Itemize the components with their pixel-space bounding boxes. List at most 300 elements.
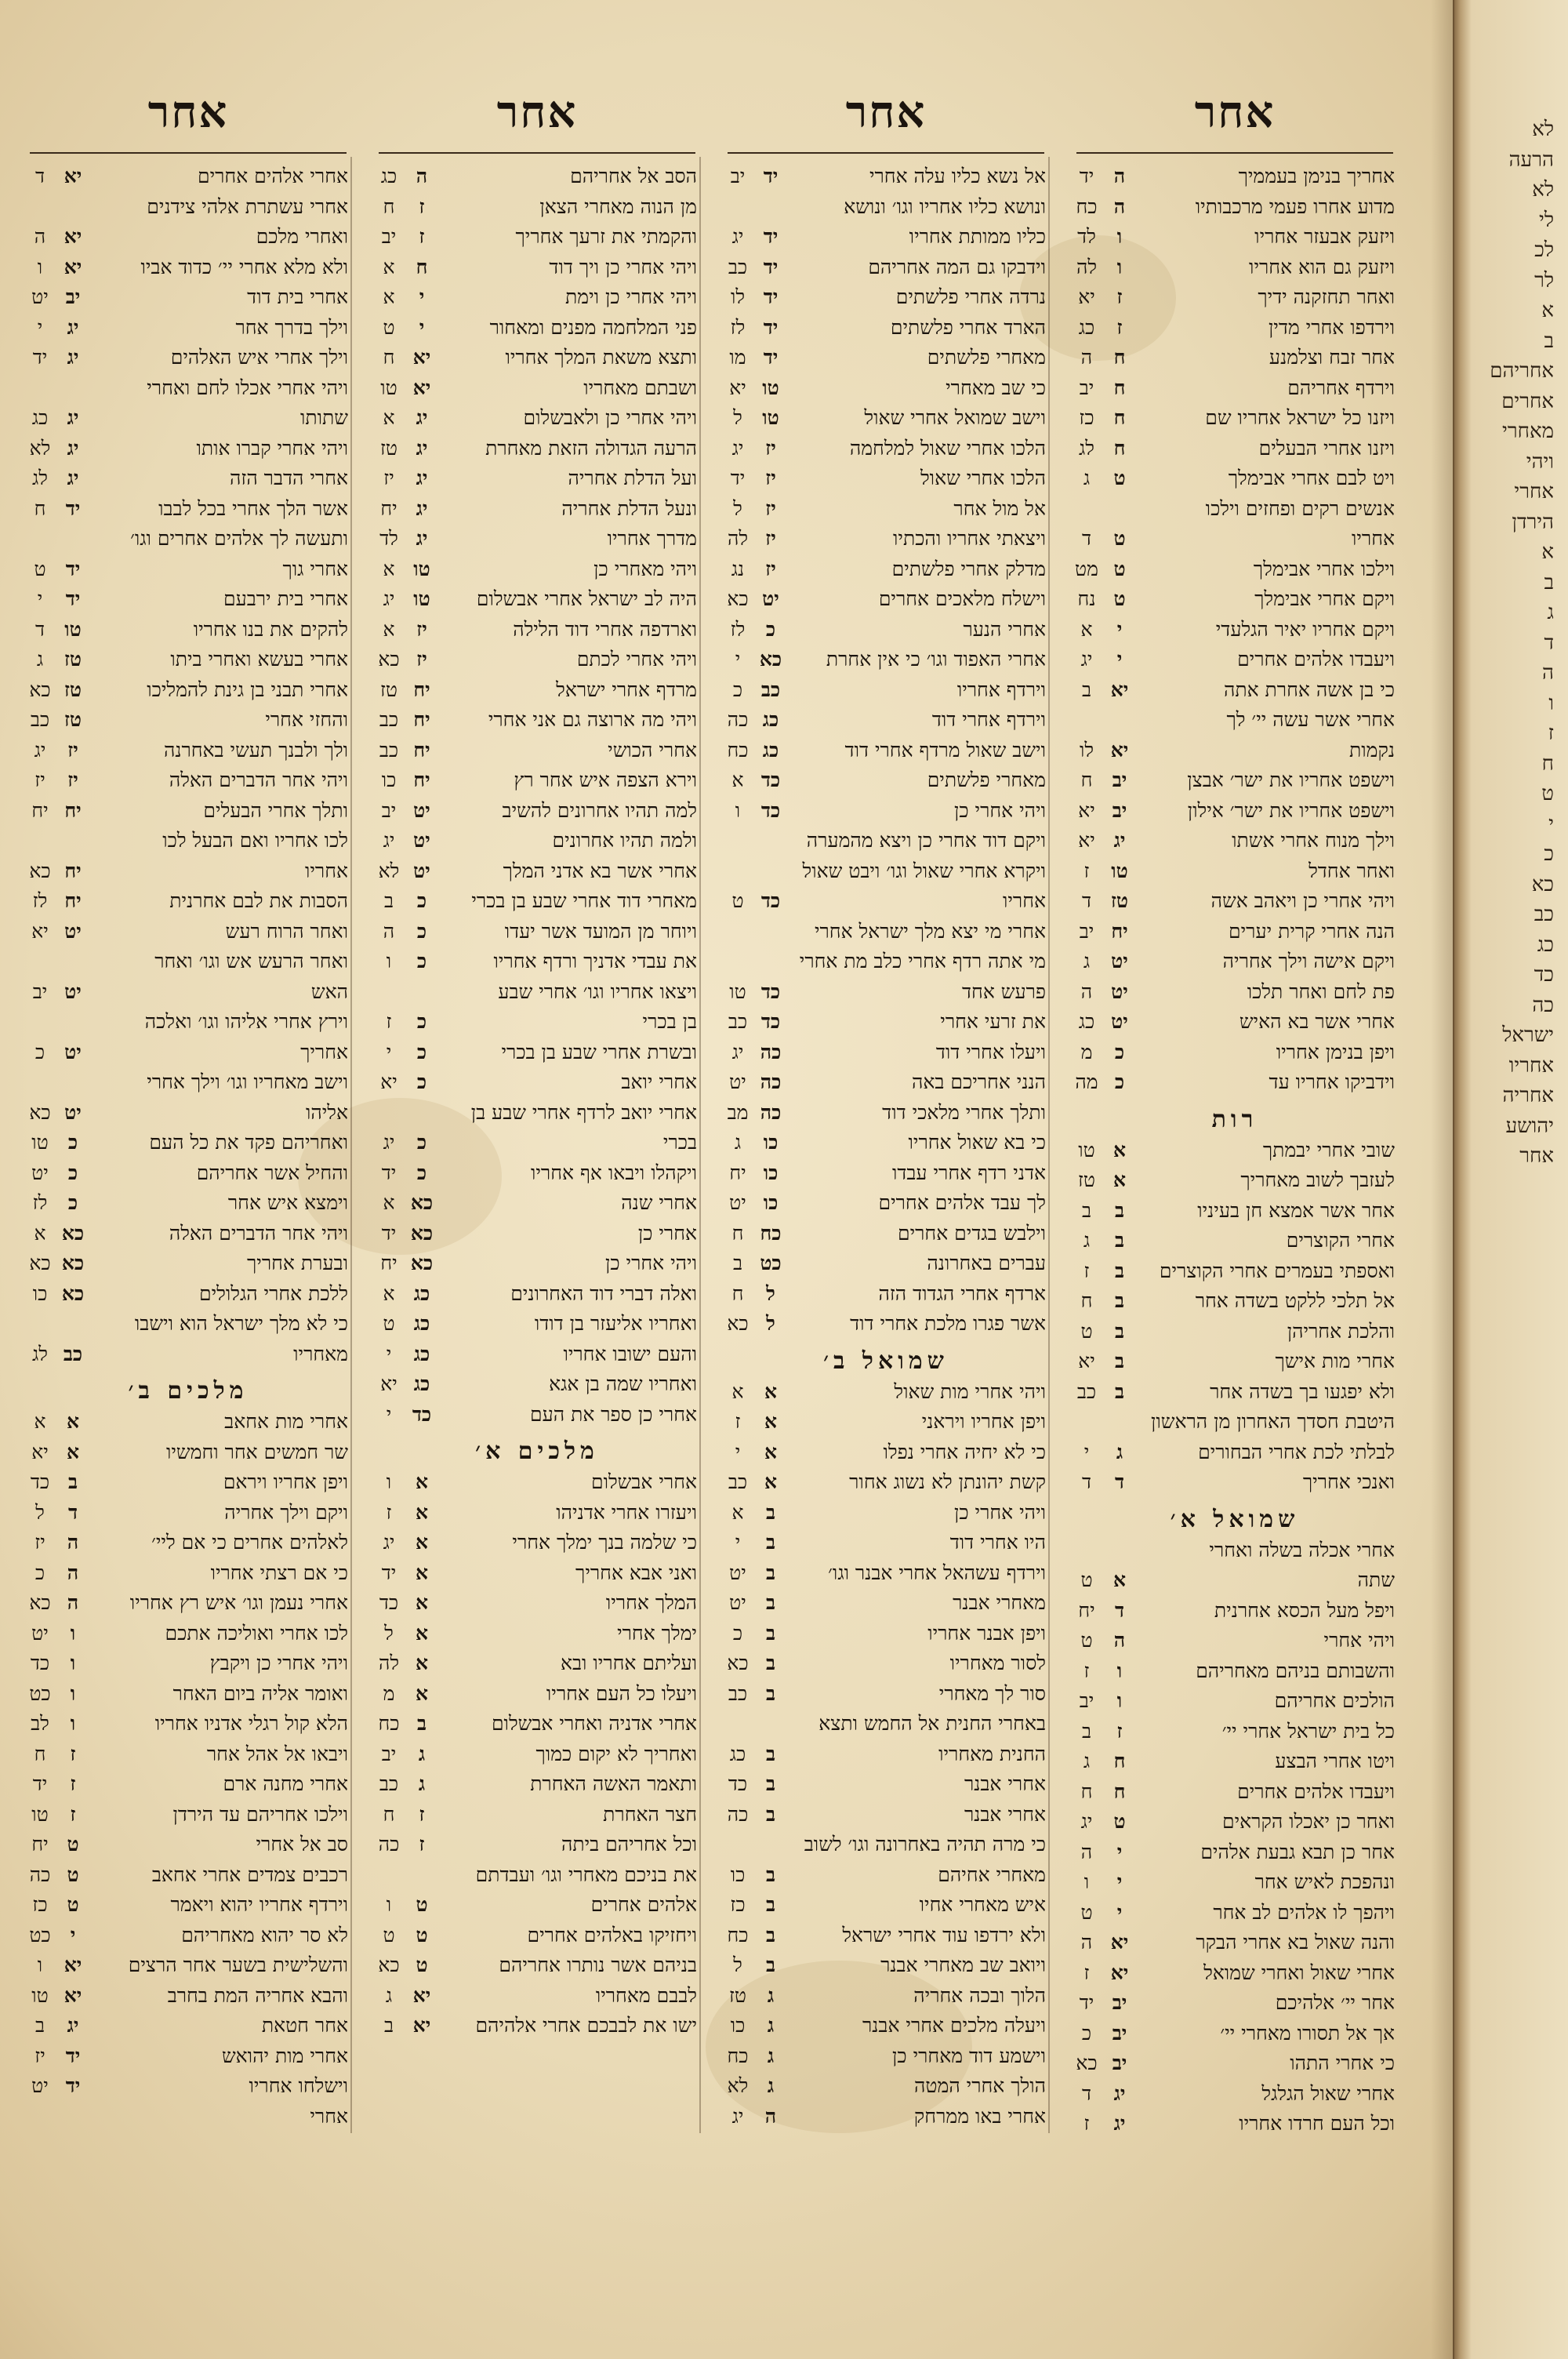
entry-chapter: ה	[1113, 1629, 1126, 1652]
entry-chapter: כב	[760, 678, 781, 701]
entry-text: אחרי אבשלום	[590, 1470, 697, 1493]
entry-text: וילך אחרי איש האלהים	[170, 346, 348, 369]
entry-chapter: טו	[762, 406, 779, 429]
entry-text: אחריך	[300, 1040, 348, 1063]
entry-chapter: א	[415, 1652, 429, 1674]
entry-text: כל בית ישראל אחרי יי׳	[1221, 1719, 1395, 1743]
concordance-entry	[1070, 1810, 1399, 1841]
entry-chapter: יג	[1113, 2112, 1126, 2135]
concordance-entry	[24, 1924, 353, 1954]
entry-verse: כד	[379, 1591, 399, 1614]
entry-verse: כב	[728, 1470, 748, 1493]
entry-verse: לב	[31, 1712, 49, 1735]
entry-chapter: טו	[1111, 859, 1128, 882]
entry-chapter: ו	[70, 1712, 76, 1735]
concordance-entry	[721, 1682, 1051, 1713]
entry-verse: כו	[730, 2014, 746, 2037]
concordance-entry	[1070, 1720, 1399, 1750]
concordance-entry	[372, 1372, 702, 1403]
entry-chapter: כא	[410, 1191, 434, 1214]
entry-verse: יח	[31, 1833, 49, 1856]
entry-verse: ו	[386, 1470, 392, 1493]
entry-text: אחרי באו ממרחק	[913, 2104, 1046, 2128]
entry-verse: ו	[735, 798, 741, 822]
entry-verse: יג	[731, 225, 744, 248]
concordance-entry	[24, 1833, 353, 1863]
entry-verse: כח	[1076, 194, 1098, 218]
entry-chapter: יג	[1113, 2081, 1126, 2105]
concordance-entry	[372, 1833, 702, 1863]
concordance-entry	[1070, 1539, 1399, 1569]
entry-text: אחרי גוך	[282, 557, 348, 580]
entry-verse: יט	[31, 1621, 49, 1645]
concordance-entry	[24, 1893, 353, 1924]
entry-text: ותלך אחרי מלאכי דוד	[882, 1100, 1046, 1124]
entry-verse: כב	[379, 738, 399, 761]
entry-verse: י	[37, 315, 43, 339]
entry-chapter: כו	[763, 1161, 779, 1184]
entry-text: כי לא מלך ישראל הוא וישבו	[134, 1312, 348, 1335]
entry-chapter: י	[1116, 648, 1123, 671]
entry-text: פת לחם ואחר תלכו	[1247, 980, 1395, 1003]
concordance-entry	[372, 1652, 702, 1682]
concordance-entry	[721, 889, 1051, 920]
concordance-entry	[1070, 285, 1399, 316]
entry-chapter: יט	[64, 1100, 82, 1124]
next-page-fragment: לא	[1532, 178, 1554, 202]
entry-verse: יג	[731, 2104, 744, 2128]
entry-verse: לג	[32, 1342, 48, 1365]
entry-verse: ט	[1080, 1629, 1093, 1652]
concordance-entry	[1070, 829, 1399, 860]
entry-verse: כד	[30, 1470, 50, 1493]
concordance-entry	[372, 739, 702, 769]
entry-verse: יא	[31, 919, 49, 943]
concordance-entry	[1070, 799, 1399, 830]
concordance-entry	[372, 437, 702, 467]
concordance-entry	[721, 1561, 1051, 1592]
concordance-entry	[372, 1010, 702, 1041]
entry-verse: יא	[1078, 285, 1095, 308]
book-section-heading: מלכים ב׳	[128, 1377, 249, 1405]
entry-text: אדני רדף אחרי עבדו	[891, 1161, 1046, 1184]
entry-text: ויעבדו אלהים אחרים	[1237, 648, 1395, 671]
entry-text: ויפן אחריו ויראם	[223, 1470, 348, 1493]
entry-text: לך עבד אלהים אחרים	[878, 1191, 1046, 1214]
entry-text: ויקהלו ויבאו אף אחריו	[530, 1161, 697, 1184]
concordance-entry	[721, 860, 1051, 890]
entry-verse: כא	[378, 648, 400, 671]
concordance-entry	[372, 860, 702, 890]
entry-verse: כב	[728, 1681, 748, 1705]
entry-text: ויהפך לו אלהים לב אחר	[1213, 1900, 1395, 1924]
column-rule	[1076, 152, 1393, 154]
column-rule	[379, 152, 695, 154]
concordance-entry	[1070, 587, 1399, 618]
concordance-entry	[372, 1863, 702, 1894]
entry-text: ויקרא אחרי שאול וגו׳ ויבט שאול	[802, 859, 1046, 882]
entry-text: אחרי אשר בא אדני המלך	[503, 859, 697, 882]
concordance-entry	[721, 678, 1051, 709]
concordance-entry	[721, 376, 1051, 407]
entry-chapter: ב	[1114, 1379, 1125, 1403]
entry-chapter: יט	[413, 829, 430, 852]
entry-verse: א	[34, 1410, 46, 1433]
concordance-entry	[721, 285, 1051, 316]
entry-chapter: יז	[416, 617, 427, 641]
entry-text: ולך ולבנך תעשי באחרנה	[163, 738, 348, 761]
entry-verse: ז	[1083, 2112, 1090, 2135]
entry-chapter: כח	[760, 1221, 782, 1245]
concordance-entry	[24, 1161, 353, 1192]
concordance-entry	[1070, 1259, 1399, 1290]
entry-chapter: כ	[67, 1191, 78, 1214]
concordance-entry	[721, 648, 1051, 678]
entry-verse: ג	[734, 1131, 742, 1154]
concordance-entry	[721, 1863, 1051, 1894]
entry-text: ולמה תהיו אחרונים	[552, 829, 697, 852]
entry-text: ארדף אחרי הגדוד הזה	[878, 1281, 1046, 1305]
concordance-entry	[372, 1984, 702, 2015]
entry-text: ויקם וילך אחריה	[224, 1500, 348, 1524]
concordance-entry	[24, 225, 353, 256]
entry-verse: א	[383, 1191, 395, 1214]
entry-chapter: ב	[765, 1954, 776, 1976]
entry-chapter: ה	[1113, 194, 1126, 218]
entry-verse: ב	[1081, 1198, 1092, 1222]
entry-text: נרדה אחרי פלשתים	[895, 285, 1046, 308]
concordance-entry	[24, 1282, 353, 1313]
entry-chapter: י	[419, 285, 425, 308]
entry-chapter: א	[1112, 1568, 1127, 1591]
entry-text: אחרי מות אישך	[1275, 1350, 1395, 1372]
concordance-entry	[372, 1591, 702, 1622]
entry-verse: לא	[727, 2074, 749, 2097]
concordance-entry	[372, 1561, 702, 1592]
entry-chapter: י	[419, 315, 425, 339]
concordance-entry	[1070, 1659, 1399, 1690]
concordance-entry	[721, 920, 1051, 951]
entry-text: ויפן בנימן אחריו	[1276, 1040, 1395, 1063]
entry-text: וילך מנוח אחרי אשתו	[1232, 829, 1395, 852]
entry-verse: כב	[379, 708, 399, 731]
concordance-entry	[1070, 739, 1399, 769]
entry-verse: א	[383, 406, 395, 429]
entry-text: אחרי מחנה ארם	[223, 1772, 348, 1795]
entry-text: עברים באחרונה	[927, 1252, 1046, 1274]
entry-verse: ה	[1080, 1931, 1093, 1954]
entry-text: ויזנו כל ישראל אחריו שם	[1205, 406, 1395, 429]
concordance-entry	[372, 587, 702, 618]
entry-chapter: ב	[765, 1863, 776, 1886]
concordance-entry	[372, 1161, 702, 1192]
entry-text: מאחרי פלשתים	[927, 346, 1046, 369]
entry-verse: יד	[381, 1221, 397, 1245]
entry-chapter: ח	[1113, 1750, 1126, 1772]
entry-verse: א	[34, 1221, 46, 1245]
concordance-entry	[372, 648, 702, 678]
concordance-entry	[1070, 195, 1399, 226]
entry-chapter: ב	[765, 1742, 776, 1765]
entry-verse: כא	[29, 859, 51, 882]
entry-text: ואחרי מלכם	[256, 225, 348, 248]
entry-text: ויהי אחרי כן	[953, 1500, 1046, 1524]
entry-chapter: ו	[70, 1681, 76, 1705]
entry-chapter: ט	[1113, 557, 1126, 580]
entry-chapter: כג	[413, 1372, 430, 1395]
next-page-fragment: אחריהם	[1490, 359, 1554, 383]
entry-chapter: ב	[765, 1531, 776, 1554]
concordance-entry	[24, 195, 353, 226]
concordance-entry	[372, 618, 702, 649]
next-page-fragment: ישראל	[1502, 1023, 1554, 1047]
entry-chapter: א	[66, 1410, 80, 1433]
entry-text: ולא מלא אחרי יי׳ כדוד אביו	[140, 255, 348, 278]
concordance-entry	[24, 799, 353, 830]
entry-verse: יא	[1078, 829, 1095, 852]
concordance-entry	[1070, 889, 1399, 920]
entry-text: בניהם אשר נותרו אחריהם	[499, 1954, 697, 1976]
entry-text: ויעזרו אחרי אדניהו	[556, 1500, 697, 1524]
concordance-entry	[24, 497, 353, 528]
concordance-entry	[372, 1531, 702, 1561]
entry-chapter: כ	[67, 1131, 78, 1154]
entry-chapter: ב	[67, 1470, 78, 1493]
concordance-entry	[372, 889, 702, 920]
concordance-entry	[721, 1101, 1051, 1132]
entry-verse: כ	[732, 678, 743, 701]
entry-verse: כה	[378, 1833, 400, 1856]
entry-chapter: ב	[1114, 1259, 1125, 1282]
entry-verse: יד	[381, 1561, 397, 1584]
entry-verse: מט	[1075, 557, 1098, 580]
entry-verse: ט	[34, 557, 46, 580]
entry-verse: יב	[381, 798, 397, 822]
entry-text: ויהי אחרי כן וימת	[565, 285, 697, 308]
entry-verse: יח	[380, 496, 397, 520]
concordance-entry	[721, 1441, 1051, 1471]
entry-verse: ד	[1081, 2081, 1092, 2105]
concordance-entry	[721, 1161, 1051, 1192]
entry-chapter: כד	[760, 798, 781, 822]
entry-text: ולא יפגעו בך בשדה אחר	[1210, 1379, 1395, 1403]
entry-chapter: יא	[64, 1983, 82, 2007]
concordance-entry	[24, 527, 353, 558]
concordance-entry	[721, 950, 1051, 980]
entry-text: ויהי אחרי כן ויאהב אשה	[1210, 889, 1395, 912]
entry-chapter: יא	[1110, 1961, 1129, 1984]
entry-verse: ח	[1080, 1779, 1093, 1803]
concordance-entry	[372, 346, 702, 376]
entry-verse: יב	[1079, 1689, 1094, 1712]
entry-chapter: ו	[1116, 255, 1123, 278]
entry-chapter: ב	[416, 1712, 427, 1735]
entry-text: אחרי האפוד וגו׳ כי אין אחרת	[826, 648, 1046, 671]
concordance-entry	[24, 316, 353, 347]
entry-chapter: יד	[763, 225, 779, 248]
concordance-entry	[24, 558, 353, 588]
entry-text: וירא הצפה איש אחר רץ	[514, 769, 697, 791]
entry-verse: ב	[34, 2014, 45, 2037]
entry-text: ויט לבם אחרי אבימלך	[1228, 467, 1395, 489]
concordance-column	[721, 86, 1051, 2165]
entry-text: אחריו	[1002, 889, 1046, 912]
entry-verse: כב	[728, 1010, 748, 1033]
concordance-entry	[721, 1470, 1051, 1501]
entry-chapter: ל	[766, 1281, 775, 1305]
entry-chapter: יא	[64, 225, 82, 248]
entry-chapter: כ	[765, 617, 776, 641]
entry-text: אחרי שאול ואחרי שמואל	[1203, 1961, 1395, 1984]
entry-verse: ח	[1080, 769, 1093, 791]
entry-verse: כג	[380, 165, 397, 187]
concordance-entry	[24, 1803, 353, 1834]
concordance-column	[24, 86, 353, 2165]
entry-chapter: יג	[67, 467, 79, 489]
concordance-entry	[372, 1131, 702, 1161]
entry-chapter: יג	[67, 436, 79, 460]
entry-verse: יז	[34, 2044, 45, 2067]
concordance-entry	[1070, 2022, 1399, 2052]
concordance-entry	[24, 1954, 353, 1984]
next-page-fragment: אחריה	[1502, 1084, 1554, 1107]
entry-text: ואחר הרוח רעש	[225, 919, 348, 943]
concordance-entry	[1070, 2052, 1399, 2082]
entry-text: וישפט אחריו את ישר׳ אילון	[1187, 798, 1395, 822]
entry-text: אחרי בעשא ואחרי ביתו	[170, 648, 348, 671]
entry-verse: ח	[383, 194, 395, 218]
entry-verse: ב	[1081, 1719, 1092, 1743]
entry-chapter: י	[1116, 1900, 1123, 1924]
entry-verse: ד	[34, 165, 45, 187]
concordance-entry	[1070, 1041, 1399, 1071]
entry-verse: יג	[1080, 648, 1093, 671]
concordance-entry	[24, 165, 353, 195]
entry-verse: לא	[378, 859, 400, 882]
entry-chapter: כא	[61, 1221, 85, 1245]
entry-verse: מב	[727, 1100, 749, 1124]
concordance-entry	[1070, 1961, 1399, 1992]
entry-chapter: ב	[765, 1923, 776, 1946]
entry-verse: יט	[31, 1161, 49, 1184]
entry-text: בן בכרי	[642, 1010, 697, 1033]
entry-verse: ד	[1081, 527, 1092, 550]
concordance-entry	[372, 1682, 702, 1713]
entry-text: וירדפו אחרי מדין	[1268, 315, 1395, 339]
entry-verse: כו	[32, 1281, 48, 1305]
entry-chapter: ה	[1113, 165, 1126, 187]
column-header: אחר	[845, 86, 927, 138]
entry-verse: טו	[729, 980, 746, 1003]
entry-text: הרעה הגדולה הזאת מאחרת	[485, 436, 697, 460]
entry-verse: כא	[378, 1954, 400, 1976]
entry-text: אחרי הדבר הזה	[230, 467, 348, 489]
concordance-entry	[721, 1531, 1051, 1561]
entry-chapter: י	[1116, 1840, 1123, 1863]
entry-verse: ט	[383, 315, 395, 339]
concordance-entry	[1070, 1441, 1399, 1471]
entry-verse: כא	[727, 587, 749, 610]
entry-text: ונהפכת לאיש אחר	[1254, 1870, 1395, 1893]
concordance-entry	[372, 1924, 702, 1954]
entry-text: ויעלה מלכים אחרי אבנר	[862, 2014, 1046, 2037]
entry-text: הסב אל אחריהם	[570, 165, 697, 187]
entry-text: מדלק אחרי פלשתים	[891, 557, 1046, 580]
entry-chapter: א	[764, 1410, 778, 1433]
entry-chapter: י	[1116, 617, 1123, 641]
concordance-entry	[1070, 1199, 1399, 1230]
concordance-entry	[372, 558, 702, 588]
entry-verse: ט	[383, 1312, 395, 1335]
concordance-entry	[24, 739, 353, 769]
entry-text: אחרי מות אחאב	[224, 1410, 348, 1433]
entry-verse: כא	[29, 1591, 51, 1614]
next-page-fragment: כא	[1531, 872, 1554, 896]
entry-text: את זרעי אחרי	[940, 1010, 1046, 1033]
entry-chapter: ב	[765, 1802, 776, 1826]
entry-verse: א	[731, 1379, 744, 1403]
entry-text: ותאמר האשה האחרת	[530, 1772, 697, 1795]
concordance-entry	[372, 950, 702, 980]
entry-chapter: ב	[765, 1500, 776, 1524]
entry-verse: ט	[1080, 1319, 1093, 1343]
entry-text: אלהים אחרים	[590, 1893, 697, 1916]
entry-verse: טז	[379, 678, 398, 701]
entry-verse: לד	[1077, 225, 1096, 248]
entry-text: ויקם אחריו יאיר הגלעדי	[1215, 617, 1395, 641]
entry-text: שתותו	[300, 406, 348, 429]
next-page-fragment: אחרים	[1501, 389, 1554, 413]
entry-verse: טז	[1077, 1169, 1096, 1191]
entry-verse: לג	[32, 467, 48, 489]
entry-text: וירדף אחריו יהוא ויאמר	[170, 1893, 348, 1916]
next-page-fragment: ב	[1544, 570, 1554, 594]
concordance-entry	[721, 527, 1051, 558]
entry-text: ויזעק אבעזר אחריו	[1254, 225, 1395, 248]
entry-chapter: ח	[1113, 1779, 1126, 1803]
entry-text: הארד אחרי פלשתים	[890, 315, 1046, 339]
entry-text: אחרי בית ירבעם	[223, 587, 348, 610]
entry-verse: ד	[1081, 889, 1092, 912]
next-page-fragment: לא	[1532, 118, 1554, 141]
entry-chapter: א	[764, 1379, 778, 1403]
entry-text: מרדף אחרי ישראל	[556, 678, 697, 701]
entry-text: הלוך ובכה אחריה	[913, 1983, 1046, 2007]
entry-verse: כ	[1081, 2021, 1092, 2045]
entry-chapter: יח	[64, 798, 82, 822]
concordance-entry	[24, 2045, 353, 2075]
entry-text: פני המלחמה מפנים ומאחור	[489, 315, 697, 339]
entry-verse: יב	[1079, 919, 1094, 943]
concordance-entry	[24, 889, 353, 920]
concordance-entry	[372, 256, 702, 286]
entry-chapter: י	[70, 1923, 76, 1946]
entry-text: ובשרת אחרי שבע בן בכרי	[501, 1040, 697, 1063]
entry-verse: א	[383, 1281, 395, 1305]
entry-text: ואחריו אליעזר בן דודו	[534, 1312, 697, 1335]
concordance-entry	[1070, 950, 1399, 980]
entry-text: וידבקו גם המה אחריהם	[868, 255, 1046, 278]
entry-verse: ד	[34, 617, 45, 641]
next-page-fragment: לר	[1534, 268, 1554, 293]
next-page-fragment: כ	[1544, 842, 1554, 866]
entry-text: ותצא משאת המלך אחריו	[505, 346, 697, 369]
concordance-entry	[372, 195, 702, 226]
entry-chapter: ה	[67, 1531, 79, 1554]
entry-verse: ו	[37, 1954, 43, 1976]
entry-chapter: כ	[416, 1070, 427, 1093]
entry-text: אל מול אחר	[953, 496, 1046, 520]
